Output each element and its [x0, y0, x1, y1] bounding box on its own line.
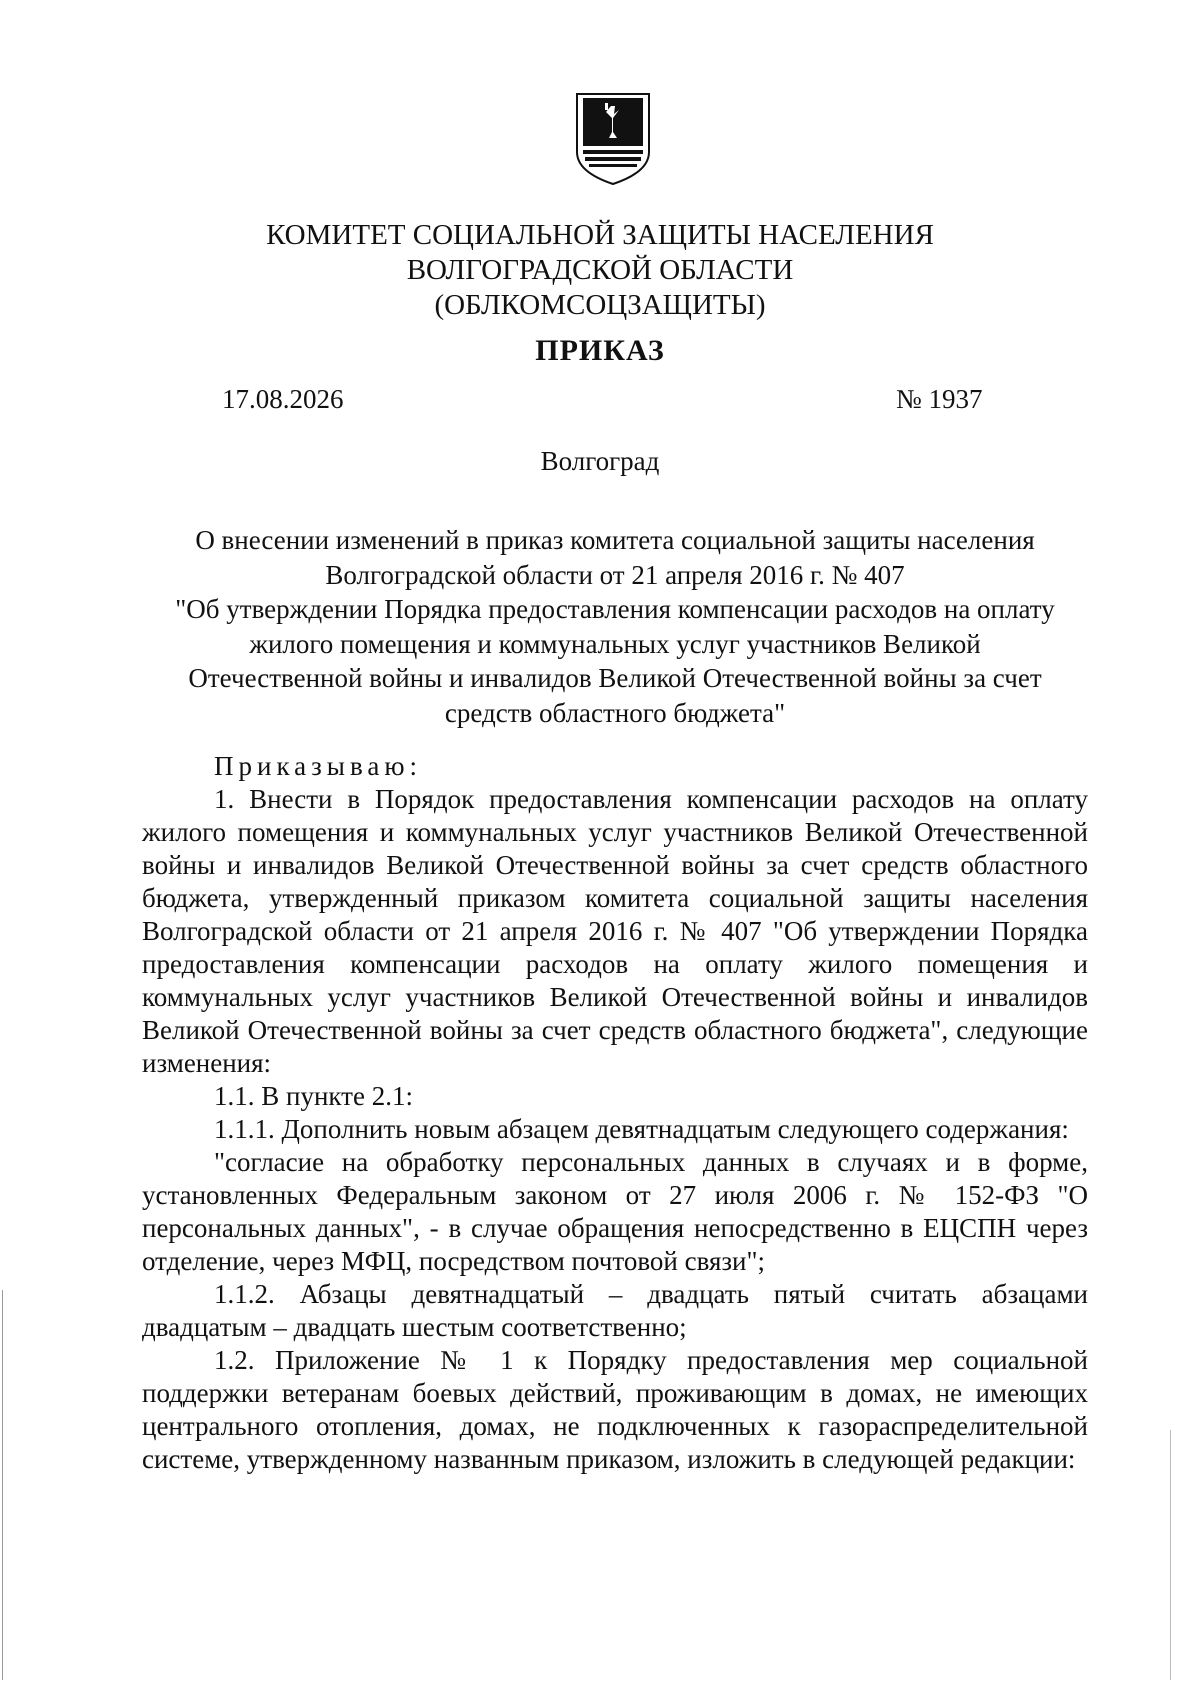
paragraph-1-1: 1.1. В пункте 2.1: — [214, 1081, 413, 1111]
org-line-2: ВОЛГОГРАДСКОЙ ОБЛАСТИ — [406, 254, 794, 286]
title-line-4: жилого помещения и коммунальных услуг участников Великой — [249, 628, 981, 659]
title-line-3: "Об утверждении Порядка предоставления компенсации расходов на оплату — [175, 594, 1055, 624]
title-line-6: средств областного бюджета" — [444, 697, 786, 728]
paragraph-quote: "согласие на обработку персональных данных в случаях и в форме, установленных Федеральным законом от 27 июля 2006 г. № 152-ФЗ "О персональных данных", - в случае обращения непосредственно в ЕЦСПН через отделение, через МФЦ, посредством почтовой связи"; — [142, 1147, 1088, 1276]
document-type: ПРИКАЗ — [535, 334, 665, 367]
title-line-1: О внесении изменений в приказ комитета социальной защиты населения — [195, 525, 1035, 555]
scan-margin-line — [2, 1290, 3, 1680]
paragraph-1-2: 1.2. Приложение № 1 к Порядку предоставления мер социальной поддержки ветеранам боевых действий, проживающим в домах, не имеющих центрального отопления, домах, не подключенных к газораспределительной системе, утвержденному названным приказом, изложить в следующей редакции: — [142, 1345, 1088, 1474]
coat-of-arms-icon — [573, 92, 653, 186]
document-date: 17.08.2026 — [222, 384, 344, 414]
org-line-1: КОМИТЕТ СОЦИАЛЬНОЙ ЗАЩИТЫ НАСЕЛЕНИЯ — [266, 219, 934, 251]
document-number: № 1937 — [896, 384, 983, 414]
paragraph-1-1-2: 1.1.2. Абзацы девятнадцатый – двадцать пятый считать абзацами двадцатым – двадцать шестым соответственно; — [142, 1279, 1088, 1342]
document-body — [142, 750, 1088, 1476]
org-line-3: (ОБЛКОМСОЦЗАЩИТЫ) — [434, 289, 766, 321]
document-title — [140, 523, 1090, 730]
paragraph-1-1-1: 1.1.1. Дополнить новым абзацем девятнадцатым следующего содержания: — [214, 1114, 1069, 1144]
title-line-5: Отечественной войны и инвалидов Великой Отечественной войны за счет — [188, 663, 1042, 693]
paragraph-1: 1. Внести в Порядок предоставления компенсации расходов на оплату жилого помещения и коммунальных услуг участников Великой Отечественной войны и инвалидов Великой Отечественной войны за счет средств областного бюджета, утвержденный приказом комитета социальной защиты населения Волгоградской области от 21 апреля 2016 г. № 407 "Об утверждении Порядка предоставления компенсации расходов на оплату жилого помещения и коммунальных услуг участников Великой Отечественной войны и инвалидов Великой Отечественной войны за счет средств областного бюджета", следующие изменения: — [142, 784, 1088, 1078]
scan-edge-line — [1170, 1430, 1171, 1680]
organization-name — [0, 218, 1200, 323]
order-word: Приказываю: — [214, 751, 422, 781]
document-city: Волгоград — [540, 446, 660, 476]
title-line-2: Волгоградской области от 21 апреля 2016 г. № 407 — [325, 559, 905, 590]
